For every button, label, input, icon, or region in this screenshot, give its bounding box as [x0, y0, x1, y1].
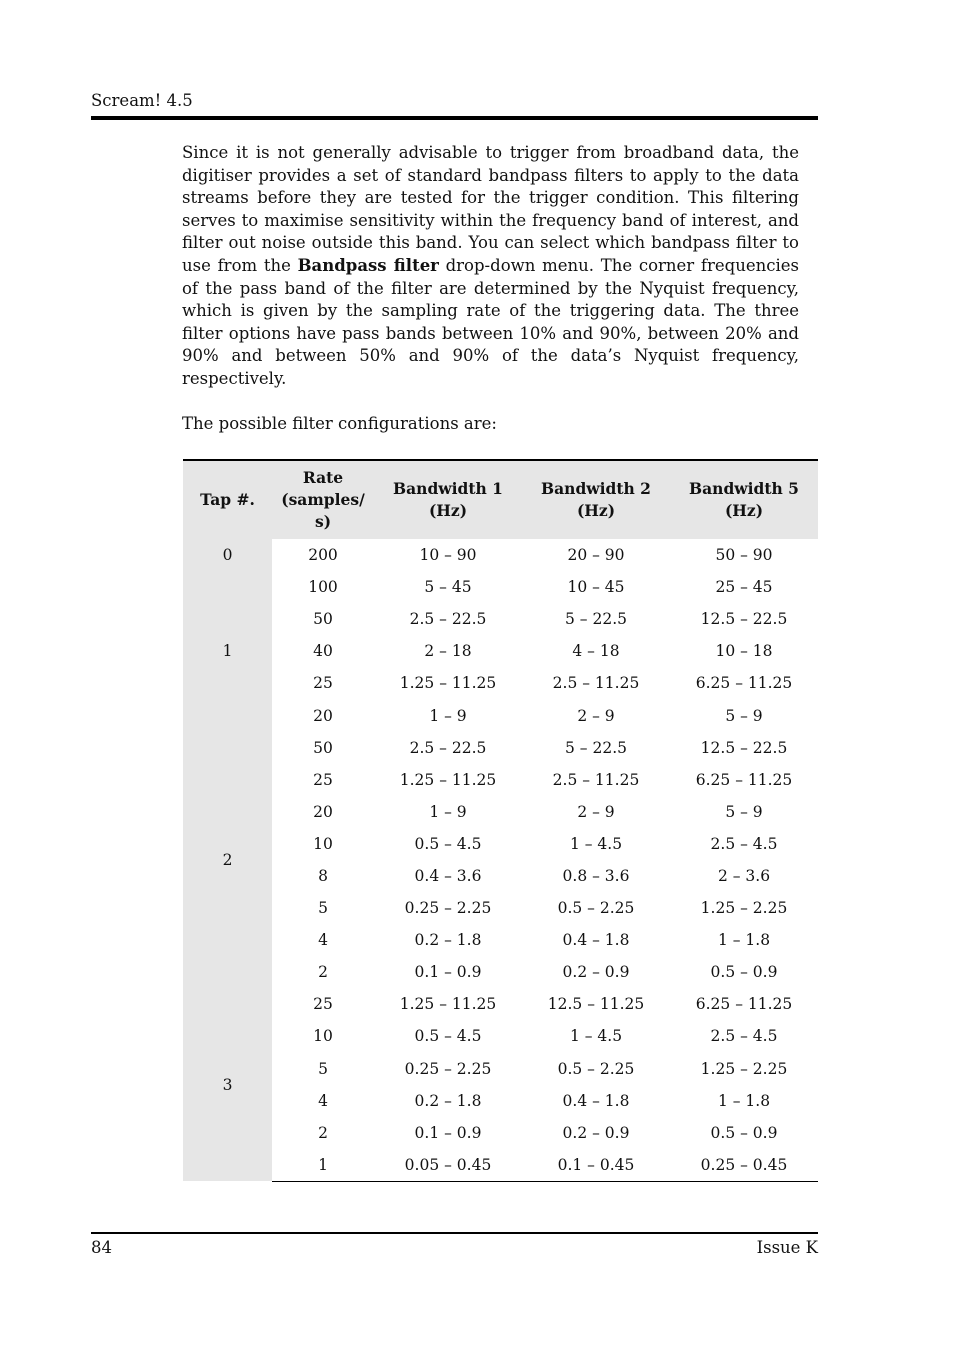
table-row — [183, 1053, 818, 1085]
bandwidth-2-cell: 2 – 9 — [577, 802, 615, 821]
bandwidth-5-cell: 5 – 9 — [725, 802, 763, 821]
bandwidth-5-cell: 1 – 1.8 — [717, 931, 771, 950]
rate-cell: 2 — [318, 963, 328, 982]
bandwidth-1-cell: 10 – 90 — [419, 546, 477, 565]
bandpass-filter-term: Bandpass filter — [297, 255, 439, 275]
rate-cell: 5 — [318, 899, 328, 918]
bandwidth-2-cell: 0.5 – 2.25 — [557, 899, 635, 918]
page-number: 84 — [91, 1238, 112, 1257]
bandwidth-2-cell: 0.4 – 1.8 — [562, 1091, 630, 1110]
bandwidth-5-cell: 2.5 – 4.5 — [710, 834, 778, 853]
rate-cell: 2 — [318, 1123, 328, 1142]
bandwidth-1-cell: 1 – 9 — [429, 802, 467, 821]
rate-cell: 25 — [313, 770, 333, 789]
table-row — [183, 699, 818, 731]
tap-number-cell: 0 — [183, 539, 272, 571]
bandwidth-1-cell: 0.5 – 4.5 — [414, 1027, 482, 1046]
bandwidth-5-cell: 6.25 – 11.25 — [695, 995, 793, 1014]
table-row — [183, 1117, 818, 1149]
rate-cell: 200 — [308, 546, 338, 565]
table-row — [183, 667, 818, 699]
table-row — [183, 732, 818, 764]
bandwidth-5-cell: 25 – 45 — [715, 578, 773, 597]
header-rule — [91, 116, 818, 120]
rate-cell: 20 — [313, 802, 333, 821]
table-row — [183, 571, 818, 603]
tap-number-cell: 1 — [183, 571, 272, 731]
table-row — [183, 956, 818, 988]
tap-number-cell: 2 — [183, 732, 272, 989]
bandwidth-2-cell: 0.2 – 0.9 — [562, 1123, 630, 1142]
bandwidth-5-cell: 50 – 90 — [715, 546, 773, 565]
table-row — [183, 796, 818, 828]
table-row — [183, 635, 818, 667]
bandwidth-1-cell: 0.1 – 0.9 — [414, 963, 482, 982]
bandwidth-1-cell: 1.25 – 11.25 — [399, 674, 497, 693]
table-row — [183, 860, 818, 892]
rate-cell: 10 — [313, 1027, 333, 1046]
rate-cell: 4 — [318, 931, 328, 950]
rate-cell: 25 — [313, 995, 333, 1014]
bandwidth-1-cell: 0.05 – 0.45 — [374, 1149, 522, 1182]
issue-label: Issue K — [756, 1238, 818, 1257]
bandwidth-1-cell: 0.2 – 1.8 — [414, 1091, 482, 1110]
rate-cell: 10 — [313, 834, 333, 853]
bandwidth-2-cell: 0.2 – 0.9 — [562, 963, 630, 982]
rate-cell: 100 — [308, 578, 338, 597]
table-body — [183, 539, 818, 1181]
bandwidth-5-cell: 1.25 – 2.25 — [700, 899, 788, 918]
tap-number-cell: 3 — [183, 988, 272, 1181]
header-rate: Rate (samples/ s) — [272, 460, 374, 539]
rate-cell: 1 — [272, 1149, 374, 1182]
bandwidth-5-cell: 5 – 9 — [725, 706, 763, 725]
bandwidth-1-cell: 0.2 – 1.8 — [414, 931, 482, 950]
bandwidth-5-cell: 2.5 – 4.5 — [710, 1027, 778, 1046]
bandwidth-2-cell: 2.5 – 11.25 — [552, 674, 640, 693]
bandwidth-1-cell: 0.5 – 4.5 — [414, 834, 482, 853]
table-row — [183, 988, 818, 1020]
bandwidth-5-cell: 1 – 1.8 — [717, 1091, 771, 1110]
bandwidth-2-cell: 1 – 4.5 — [569, 834, 623, 853]
rate-cell: 50 — [313, 610, 333, 629]
intro-text-end: drop-down menu. The corner frequencies of the pass band of the filter are determined by the Nyquist frequency, which is given by the sampling rate of the triggering data. The three filter options have pass bands between 10% and 90%, between 20% and 90% and between 50% and 90% of the data’s Nyquist frequency, respectively. — [182, 255, 799, 388]
bandwidth-1-cell: 5 – 45 — [424, 578, 472, 597]
filter-configurations-table — [183, 459, 818, 1182]
table-row — [183, 603, 818, 635]
header-bandwidth-5: Bandwidth 5 (Hz) — [670, 460, 818, 539]
bandwidth-1-cell: 1.25 – 11.25 — [399, 770, 497, 789]
bandwidth-2-cell: 12.5 – 11.25 — [547, 995, 645, 1014]
bandwidth-1-cell: 2 – 18 — [424, 642, 472, 661]
table-header-row — [183, 460, 818, 539]
rate-cell: 25 — [313, 674, 333, 693]
bandwidth-1-cell: 0.1 – 0.9 — [414, 1123, 482, 1142]
bandwidth-1-cell: 0.4 – 3.6 — [414, 866, 482, 885]
bandwidth-5-cell: 1.25 – 2.25 — [700, 1059, 788, 1078]
bandwidth-2-cell: 5 – 22.5 — [565, 738, 627, 757]
bandwidth-5-cell: 10 – 18 — [715, 642, 773, 661]
bandwidth-2-cell: 0.5 – 2.25 — [557, 1059, 635, 1078]
bandwidth-5-cell: 6.25 – 11.25 — [695, 770, 793, 789]
bandwidth-2-cell: 0.1 – 0.45 — [522, 1149, 670, 1182]
bandwidth-1-cell: 2.5 – 22.5 — [409, 738, 487, 757]
table-row — [183, 1020, 818, 1052]
bandwidth-2-cell: 0.8 – 3.6 — [562, 866, 630, 885]
bandwidth-5-cell: 12.5 – 22.5 — [700, 610, 788, 629]
bandwidth-1-cell: 2.5 – 22.5 — [409, 610, 487, 629]
bandwidth-1-cell: 0.25 – 2.25 — [404, 899, 492, 918]
footer-rule — [91, 1232, 818, 1234]
running-header: Scream! 4.5 — [91, 91, 193, 110]
bandwidth-2-cell: 2 – 9 — [577, 706, 615, 725]
bandwidth-2-cell: 20 – 90 — [567, 546, 625, 565]
rate-cell: 5 — [318, 1059, 328, 1078]
bandwidth-2-cell: 1 – 4.5 — [569, 1027, 623, 1046]
bandwidth-5-cell: 0.25 – 0.45 — [670, 1149, 818, 1182]
header-bandwidth-1: Bandwidth 1 (Hz) — [374, 460, 522, 539]
table-row — [183, 1085, 818, 1117]
bandwidth-1-cell: 1.25 – 11.25 — [399, 995, 497, 1014]
rate-cell: 20 — [313, 706, 333, 725]
bandwidth-5-cell: 2 – 3.6 — [717, 866, 771, 885]
intro-paragraph — [182, 142, 799, 391]
bandwidth-1-cell: 0.25 – 2.25 — [404, 1059, 492, 1078]
header-tap: Tap #. — [183, 460, 272, 539]
table-row — [183, 892, 818, 924]
intro-text-start: Since it is not generally advisable to trigger from broadband data, the digitiser provides a set of standard bandpass filters to apply to the data streams before they are tested for the trigger condition. This filtering serves to maximise sensitivity within the frequency band of interest, and filter out noise outside this band. You can select which bandpass filter to use from the — [182, 143, 799, 275]
table-row — [183, 828, 818, 860]
table-row — [183, 1149, 818, 1182]
rate-cell: 8 — [318, 866, 328, 885]
bandwidth-2-cell: 5 – 22.5 — [565, 610, 627, 629]
bandwidth-5-cell: 6.25 – 11.25 — [695, 674, 793, 693]
bandwidth-2-cell: 2.5 – 11.25 — [552, 770, 640, 789]
table-row — [183, 924, 818, 956]
table-row — [183, 764, 818, 796]
rate-cell: 50 — [313, 738, 333, 757]
bandwidth-2-cell: 10 – 45 — [567, 578, 625, 597]
rate-cell: 4 — [318, 1091, 328, 1110]
table-row — [183, 539, 818, 571]
bandwidth-2-cell: 0.4 – 1.8 — [562, 931, 630, 950]
table-lead-in: The possible filter configurations are: — [182, 414, 497, 433]
rate-cell: 40 — [313, 642, 333, 661]
bandwidth-5-cell: 12.5 – 22.5 — [700, 738, 788, 757]
bandwidth-1-cell: 1 – 9 — [429, 706, 467, 725]
header-bandwidth-2: Bandwidth 2 (Hz) — [522, 460, 670, 539]
bandwidth-2-cell: 4 – 18 — [572, 642, 620, 661]
bandwidth-5-cell: 0.5 – 0.9 — [710, 1123, 778, 1142]
bandwidth-5-cell: 0.5 – 0.9 — [710, 963, 778, 982]
